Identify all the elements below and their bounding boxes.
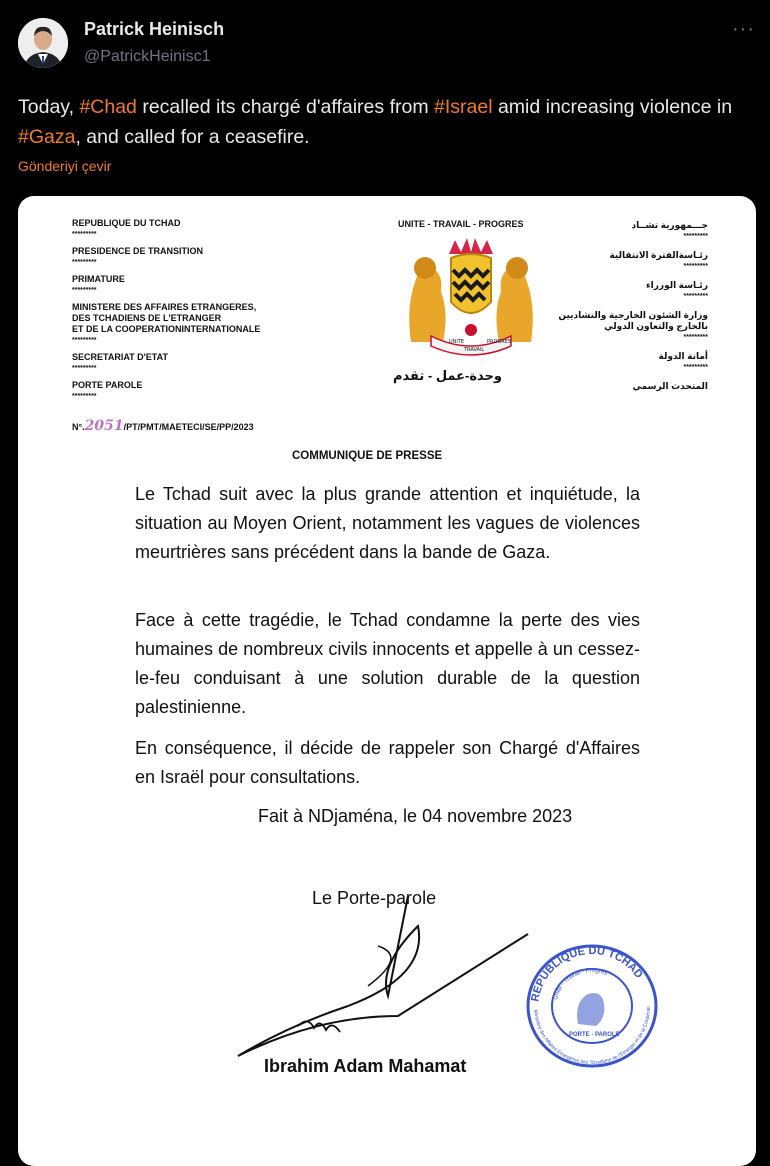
header-ar-ministry-line2: بالخارج والتعاون الدولي — [604, 321, 708, 331]
more-options-icon[interactable]: ··· — [732, 18, 755, 40]
avatar-photo — [18, 18, 68, 68]
header-separator: ********* — [683, 293, 708, 300]
header-ar-presidency: رئـاسةالفترة الانتقالية — [609, 250, 708, 260]
header-separator: ********* — [683, 334, 708, 341]
header-ar-primature: رئـاسة الوزراء — [646, 280, 708, 290]
header-separator: ********* — [72, 337, 97, 344]
handwritten-signature — [228, 886, 548, 1066]
stamp-text-top: REPUBLIQUE DU TCHAD — [529, 944, 645, 1003]
header-ministry-line2: DES TCHADIENS DE L'ETRANGER — [72, 313, 222, 323]
header-ar-ministry-line1: وزارة الشئون الخارجية والتشاديين — [558, 310, 708, 320]
tweet-text-segment: Today, — [18, 96, 80, 118]
stamp-text-inner: Unité - Travail - Progrès — [552, 967, 609, 1001]
header-ar-republic: جـــمهورية تشــاد — [631, 220, 708, 230]
hashtag-gaza[interactable]: #Gaza — [18, 126, 76, 148]
national-motto: UNITE - TRAVAIL - PROGRES — [398, 219, 524, 229]
place-and-date: Fait à NDjaména, le 04 novembre 2023 — [258, 806, 573, 826]
ribbon-text-right: PROGRES — [487, 339, 512, 345]
header-primature: PRIMATURE — [72, 274, 125, 284]
header-separator: ********* — [72, 231, 97, 238]
header-separator: ********* — [683, 233, 708, 240]
header-separator: ********* — [72, 393, 97, 400]
header-separator: ********* — [72, 259, 97, 266]
hashtag-israel[interactable]: #Israel — [434, 96, 493, 118]
reference-suffix: /PT/PMT/MAETECI/SE/PP/2023 — [123, 422, 254, 432]
paragraph-3: En conséquence, il décide de rappeler son Chargé d'Affaires en Israël pour consultations. — [135, 738, 640, 787]
header-ministry-line3: ET DE LA COOPERATIONINTERNATIONALE — [72, 324, 261, 334]
header-separator: ********* — [72, 365, 97, 372]
stamp-text-bottom: Ministère des Affaires Etrangères des Tchadiens de l'Etranger et de la Coopérati — [532, 1006, 653, 1067]
hashtag-chad[interactable]: #Chad — [79, 96, 137, 118]
header-ministry-line1: MINISTERE DES AFFAIRES ETRANGERES, — [72, 302, 257, 312]
reference-number — [72, 418, 254, 434]
coat-of-arms-emblem — [391, 232, 551, 362]
header-separator: ********* — [72, 287, 97, 294]
header-ar-spokesperson: المتحدث الرسمي — [632, 381, 708, 391]
header-spokesperson: PORTE PAROLE — [72, 380, 143, 390]
arabic-motto: وحدة-عمل - تقدم — [393, 368, 502, 383]
stamp-text-center: PORTE - PAROLE — [569, 1032, 620, 1038]
official-stamp — [524, 942, 660, 1072]
tweet-text-segment: amid increasing violence in — [492, 96, 733, 118]
reference-prefix: N°. — [72, 422, 85, 432]
header-presidency: PRESIDENCE DE TRANSITION — [72, 246, 204, 256]
author-avatar[interactable] — [18, 18, 68, 68]
author-display-name[interactable]: Patrick Heinisch — [84, 19, 225, 39]
ribbon-text-center: TRAVAIL — [464, 347, 485, 353]
header-secretariat: SECRETARIAT D'ETAT — [72, 352, 168, 362]
tweet-text-segment: , and called for a ceasefire. — [75, 126, 310, 148]
reference-handwritten-number: 2051 — [84, 418, 124, 434]
header-separator: ********* — [683, 263, 708, 270]
header-ar-state: أمانة الدولة — [658, 351, 708, 361]
document-header-right — [558, 220, 708, 392]
tweet-text — [18, 92, 758, 152]
ribbon-text-left: UNITE — [449, 339, 465, 345]
author-handle[interactable]: @PatrickHeinisc1 — [84, 48, 211, 65]
attached-document-image[interactable] — [18, 196, 756, 1166]
header-separator: ********* — [683, 364, 708, 371]
paragraph-1: Le Tchad suit avec la plus grande attention et inquiétude, la situation au Moyen Orient, notamment les vagues de violences meurtrières sans précédent dans la bande de Gaza. — [135, 484, 640, 562]
tweet-text-segment: recalled its chargé d'affaires from — [136, 96, 434, 118]
document-title: COMMUNIQUE DE PRESSE — [292, 450, 443, 462]
document-header-left — [72, 218, 260, 408]
translate-post-link[interactable]: Gönderiyi çevir — [18, 158, 112, 174]
signatory-name: Ibrahim Adam Mahamat — [264, 1056, 467, 1076]
paragraph-2: Face à cette tragédie, le Tchad condamne la perte des vies humaines de nombreux civils innocents et appelle à un cessez-le-feu conduisant à une solution durable de la question palestinienne. — [135, 610, 640, 717]
header-republic: REPUBLIQUE DU TCHAD — [72, 218, 181, 228]
signatory-role: Le Porte-parole — [312, 888, 437, 908]
